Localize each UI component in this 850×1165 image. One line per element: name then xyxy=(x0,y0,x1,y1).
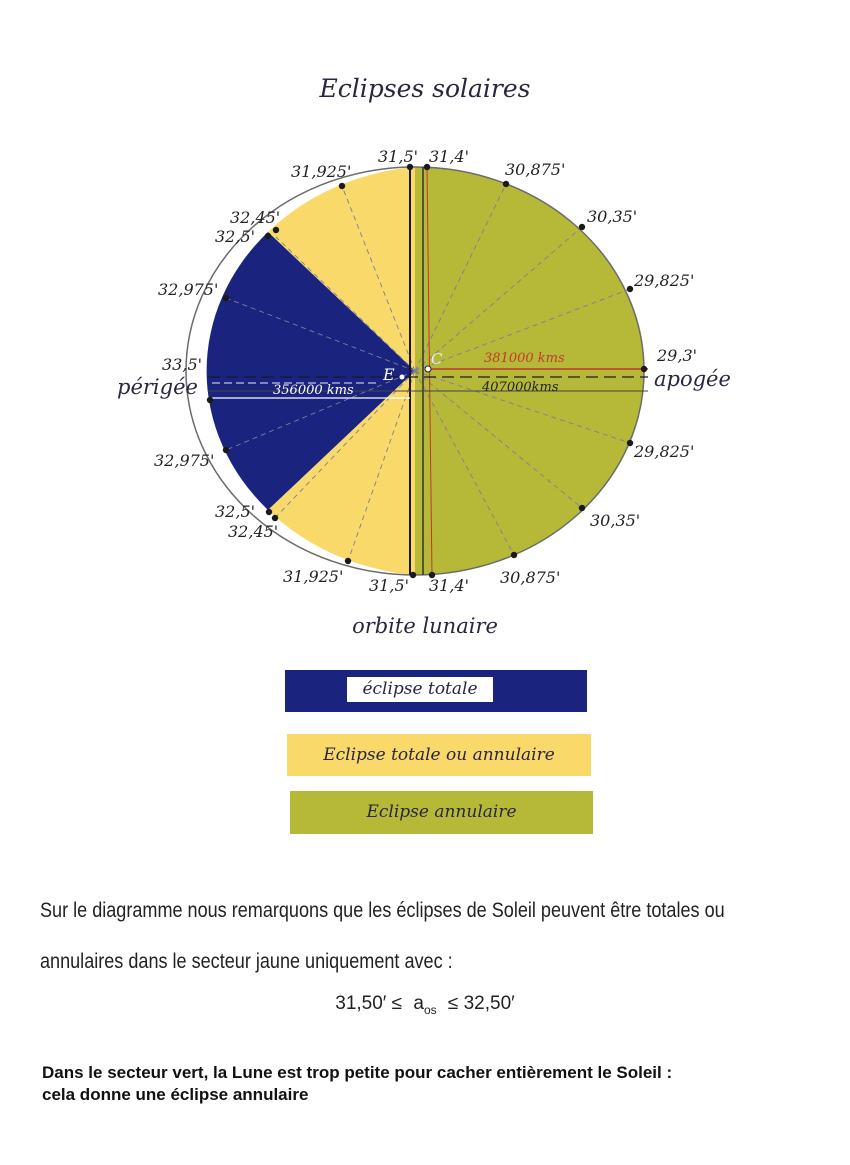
tick-label: 32,5' xyxy=(215,502,256,521)
tick-label: 29,825' xyxy=(634,442,695,461)
tick-label: 33,5' xyxy=(162,355,203,374)
mean-distance-label: 381000 kms xyxy=(484,351,565,366)
legend-total-eclipse xyxy=(285,670,587,712)
legend-total-or-annular: Eclipse totale ou annulaire xyxy=(287,734,591,776)
tick-label: 32,45' xyxy=(228,522,279,541)
formula-var: a xyxy=(413,993,424,1014)
earth-label: E xyxy=(383,365,395,384)
orbit-caption: orbite lunaire xyxy=(352,614,498,638)
tick-label: 30,35' xyxy=(587,207,638,226)
tick-label: 31,5' xyxy=(378,147,419,166)
tick-label: 30,875' xyxy=(505,160,566,179)
tick-label: 30,875' xyxy=(500,568,561,587)
perigee-label: périgée xyxy=(117,375,198,399)
formula-variable xyxy=(413,993,437,1017)
tick-label: 31,5' xyxy=(369,576,410,595)
conclusion-note xyxy=(42,1062,832,1106)
tick-label: 29,3' xyxy=(657,346,698,365)
legend-total-label: éclipse totale xyxy=(347,677,493,702)
note-line-2: cela donne une éclipse annulaire xyxy=(42,1085,309,1104)
tick-label: 32,975' xyxy=(158,280,219,299)
tick-label: 29,825' xyxy=(634,271,695,290)
formula-right: ≤ 32,50′ xyxy=(447,993,515,1014)
formula-subscript: os xyxy=(423,1002,437,1017)
tick-label: 32,975' xyxy=(154,451,215,470)
tick-label: 30,35' xyxy=(590,511,641,530)
center-label: C xyxy=(431,350,443,368)
tick-label: 31,925' xyxy=(283,567,344,586)
tick-label: 32,5' xyxy=(215,227,256,246)
diagram-title: Eclipses solaires xyxy=(319,74,531,103)
legend-annular-eclipse: Eclipse annulaire xyxy=(290,791,593,834)
tick-label: 31,925' xyxy=(291,162,352,181)
paragraph-line-2: annulaires dans le secteur jaune uniquement avec : xyxy=(40,950,453,973)
apogee-distance-label: 407000kms xyxy=(482,380,559,395)
tick-label: 31,4' xyxy=(429,576,470,595)
tick-label: 31,4' xyxy=(429,147,470,166)
apogee-label: apogée xyxy=(654,367,731,391)
perigee-distance-label: 356000 kms xyxy=(273,383,354,398)
note-line-1: Dans le secteur vert, la Lune est trop petite pour cacher entièrement le Soleil : xyxy=(42,1063,673,1082)
paragraph-line-1: Sur le diagramme nous remarquons que les éclipses de Soleil peuvent être totales ou xyxy=(40,899,725,922)
inequality-formula xyxy=(0,993,850,1017)
formula-left: 31,50′ ≤ xyxy=(335,993,403,1014)
tick-label: 32,45' xyxy=(230,208,281,227)
